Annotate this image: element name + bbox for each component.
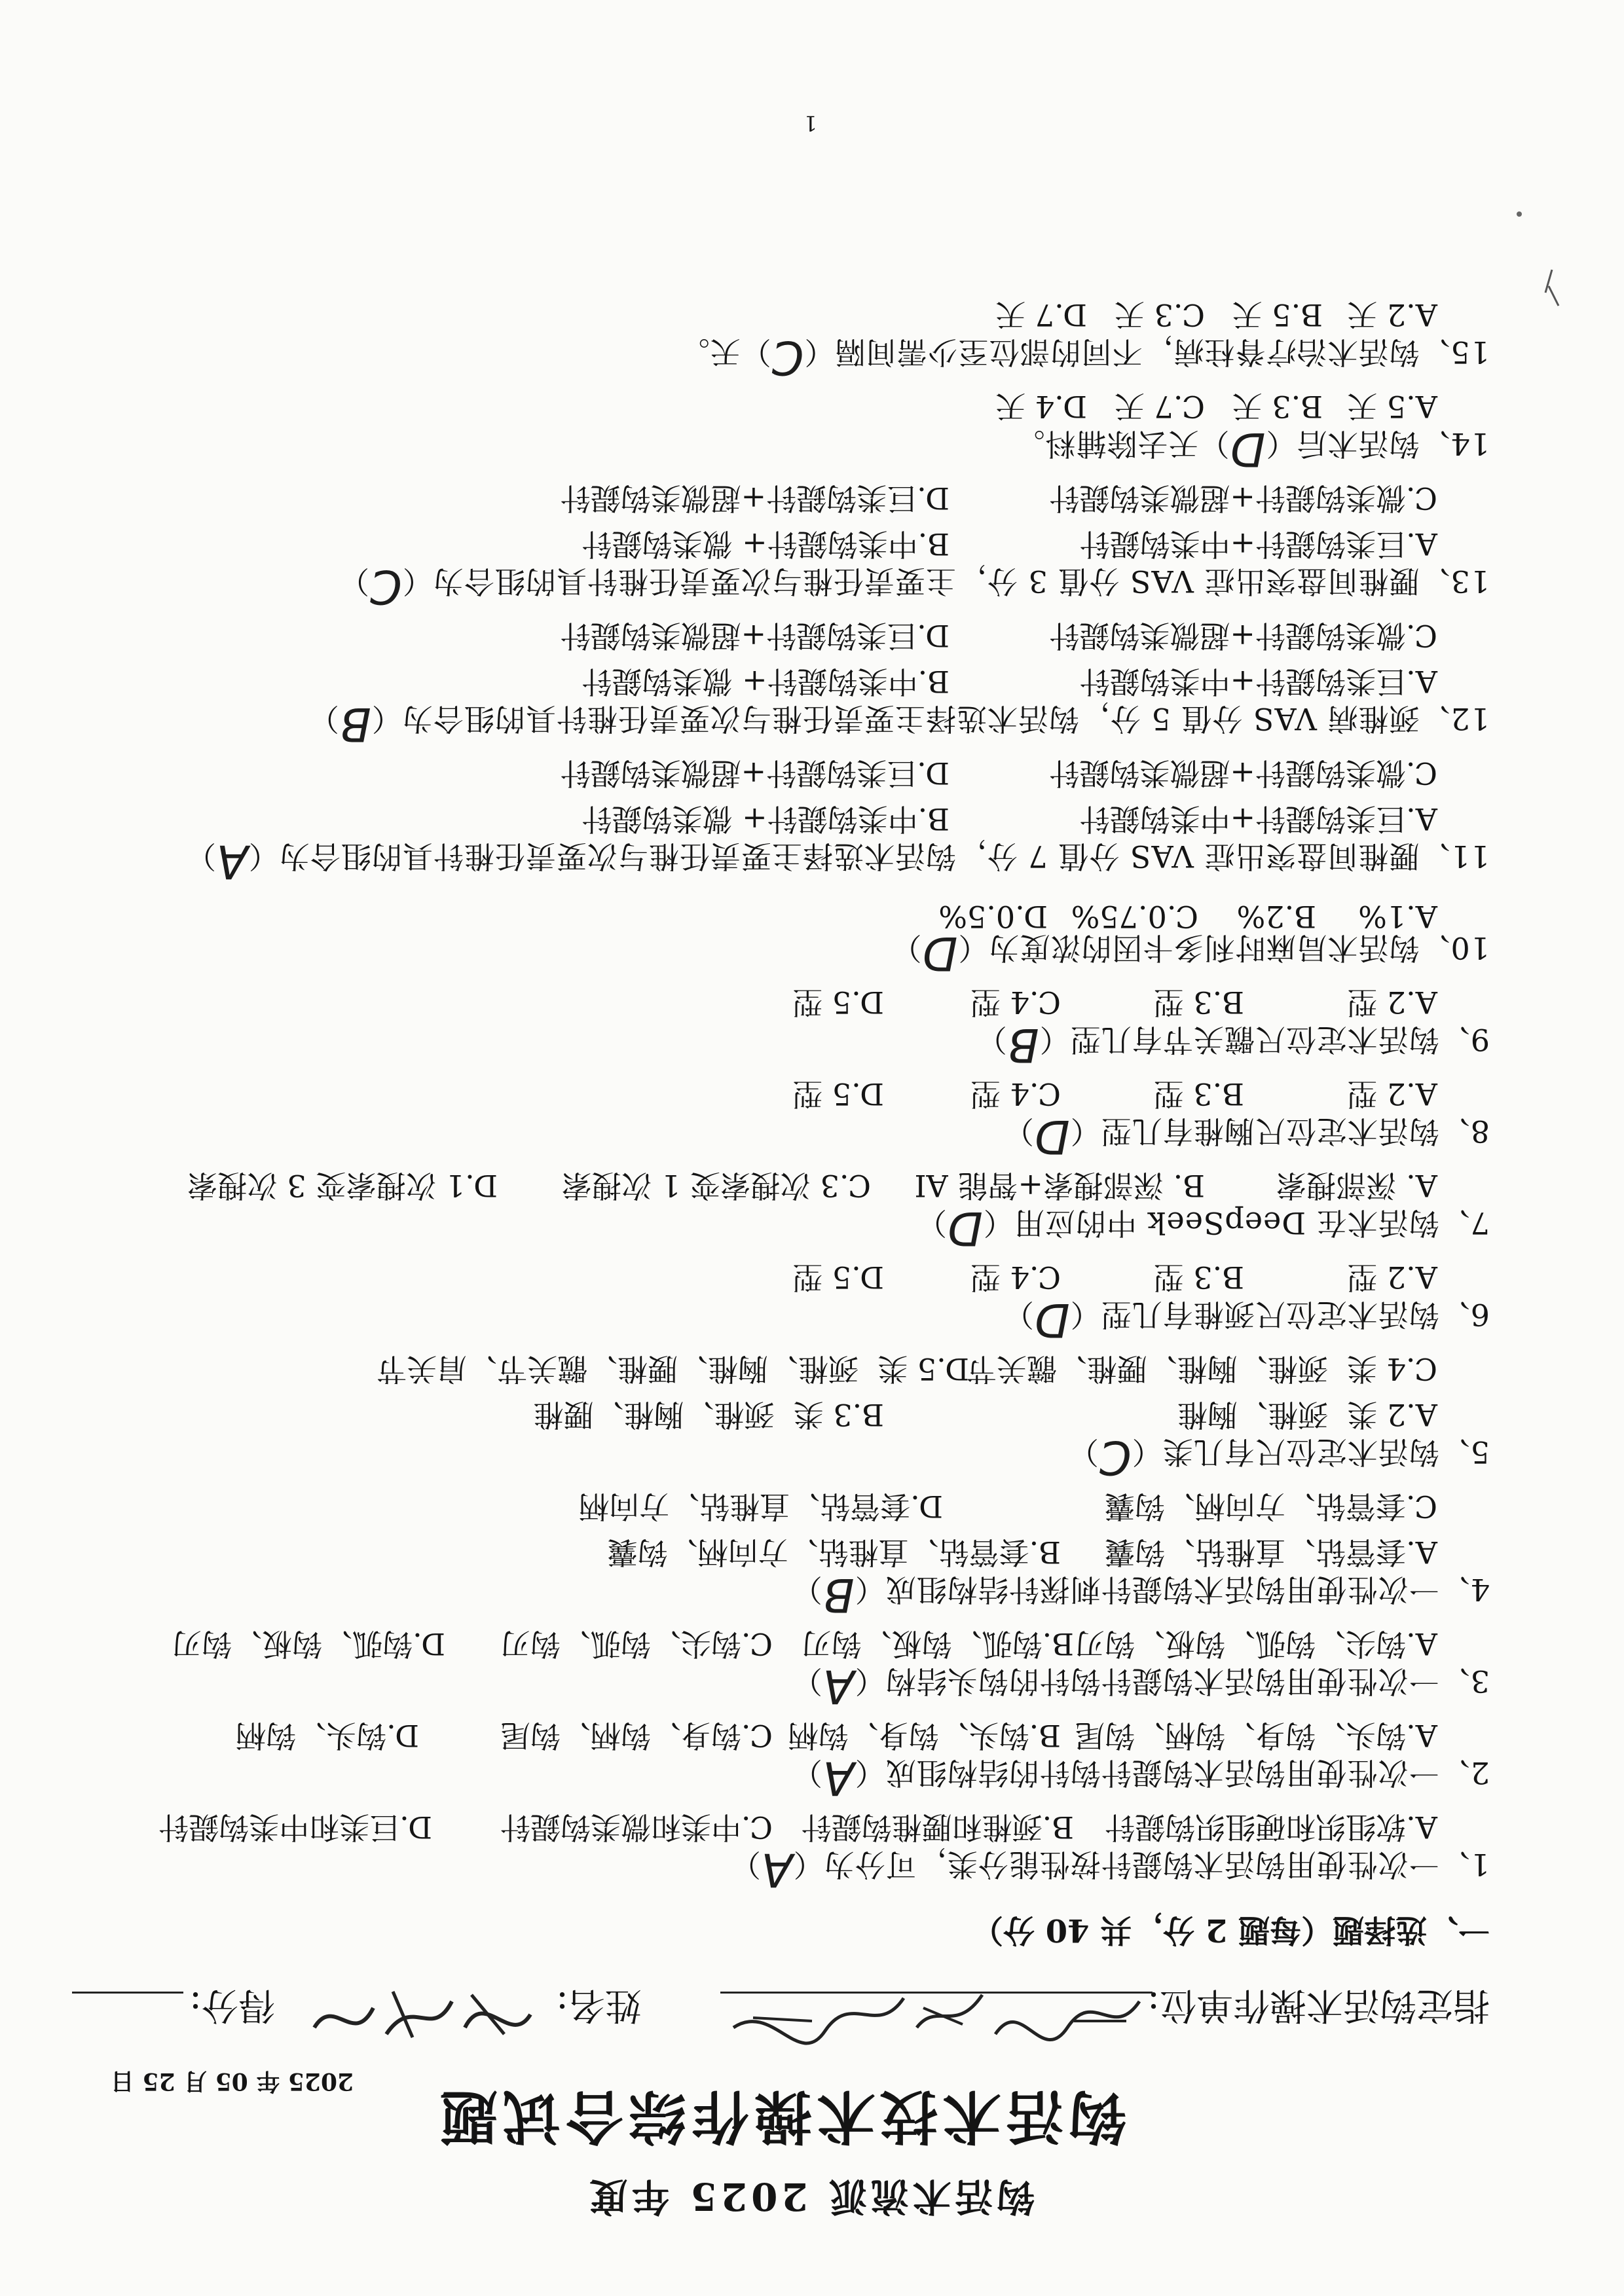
- question-close: ）: [308, 701, 339, 737]
- question-3: [792, 1660, 1490, 1713]
- answer-mark: A: [822, 1660, 855, 1713]
- option-c: C.微类钩鍉针+超微类钩鍉针: [1049, 756, 1437, 791]
- scan-speck: [1493, 188, 1598, 332]
- option-d: D.7 天: [995, 297, 1087, 333]
- option-c: C.钩身、钩柄、钩尾: [500, 1718, 773, 1753]
- exam-date: 2025 年 05 月 25 日: [110, 2068, 354, 2095]
- question-close: ）: [891, 930, 922, 966]
- option-b: B.颈椎和腰椎钩鍉针: [801, 1810, 1074, 1845]
- question-close: ）天。: [678, 335, 771, 370]
- question-stem: 6、钩活术定位尺颈椎有几型（: [1069, 1297, 1490, 1332]
- option-b: B.钩头、钩身、钩柄: [788, 1718, 1061, 1753]
- question-close: ）: [338, 564, 369, 599]
- option-c: C.钩尖、钩弧、钩刃: [500, 1626, 773, 1662]
- answer-mark: A: [215, 835, 248, 888]
- option-b: B.2%: [1236, 899, 1316, 934]
- question-close: ）: [1003, 1297, 1034, 1332]
- option-c: C.4 型: [970, 985, 1061, 1020]
- question-close: ）: [976, 1022, 1007, 1057]
- question-close: ）: [185, 839, 216, 874]
- option-a: A.巨类钩鍉针+中类钩鍉针: [1079, 664, 1437, 699]
- question-13: [339, 560, 1490, 613]
- option-a: A.2 类 颈椎、胸椎: [1177, 1397, 1437, 1432]
- question-10: [891, 926, 1490, 980]
- unit-handwriting: [720, 1982, 1153, 2047]
- question-15: [679, 331, 1490, 384]
- name-handwriting: [308, 1982, 544, 2054]
- question-stem: 7、钩活术在 DeepSeek 中的应用（: [982, 1205, 1490, 1241]
- exam-header: 钩活术流派 2025 年度: [585, 2174, 1035, 2219]
- option-a: A. 深部搜索: [1276, 1168, 1437, 1203]
- answer-mark: B: [1006, 1018, 1039, 1072]
- option-a: A.套管钻、直椎钻、钩囊: [1105, 1535, 1437, 1570]
- unit-label: 指定钩活术操作单位:: [1147, 1984, 1490, 2026]
- question-stem: 2、一次性使用钩活术钩鍉针钩针的结构组成（: [854, 1755, 1490, 1791]
- option-c: C.4 型: [970, 1076, 1061, 1112]
- option-b: B.5 天: [1232, 297, 1323, 333]
- score-label: 得分:: [189, 1984, 275, 2026]
- question-stem: 4、一次性使用钩活术钩鍉针刺探针结构组成（: [854, 1572, 1490, 1607]
- question-stem: 10、钩活术局麻时利多卡因的浓度为（: [957, 930, 1490, 966]
- question-stem: 9、钩活术定位尺髋关节有几型（: [1039, 1022, 1490, 1057]
- option-c: C.0.75%: [1071, 899, 1198, 934]
- question-close: ）: [1003, 1114, 1034, 1149]
- answer-mark: D: [1033, 1110, 1070, 1163]
- question-14: [1014, 422, 1490, 476]
- option-c: C.3 天: [1114, 297, 1205, 333]
- score-underline: [72, 1992, 183, 1994]
- answer-mark: B: [822, 1568, 855, 1622]
- option-b: B.3 型: [1153, 1260, 1244, 1295]
- option-d: D.5 型: [792, 1260, 884, 1295]
- option-a: A.5 天: [1347, 389, 1437, 424]
- answer-mark: D: [921, 926, 958, 980]
- option-d: D.巨类钩鍉针+超微类钩鍉针: [560, 756, 950, 791]
- question-12: [308, 697, 1490, 751]
- question-stem: 11、腰椎间盘突出症 VAS 分值 7 分，钩活术选择主要责任椎与次要责任椎针具的组合为（: [248, 839, 1490, 874]
- question-close: ）: [1067, 1434, 1099, 1470]
- question-stem: 15、钩活术治疗脊柱病，不同的部位至少需间隔（: [803, 335, 1490, 370]
- option-a: A.1%: [1358, 899, 1437, 934]
- option-a: A.2 型: [1347, 985, 1437, 1020]
- question-close: ）天去除辅料。: [1014, 426, 1230, 462]
- name-label: 姓名:: [556, 1984, 642, 2026]
- option-a: A.2 型: [1347, 1260, 1437, 1295]
- option-b: B.中类钩鍉针+ 微类钩鍉针: [581, 664, 950, 699]
- option-c: C.中类和微类钩鍉针: [500, 1810, 773, 1845]
- option-b: B.3 型: [1153, 1076, 1244, 1112]
- option-d: D.5 类 颈椎、胸椎、腰椎、髋关节、肩关节: [377, 1351, 969, 1387]
- question-close: ）: [915, 1205, 947, 1241]
- section-heading: 一、选择题（每题 2 分，共 40 分）: [971, 1912, 1490, 1948]
- option-d: D.钩头、钩柄: [236, 1718, 419, 1753]
- option-a: A.软组织和硬组织钩鍉针: [1105, 1810, 1437, 1845]
- option-b: B.3 类 颈椎、胸椎、腰椎: [533, 1397, 884, 1432]
- option-b: B.中类钩鍉针+ 微类钩鍉针: [581, 801, 950, 837]
- option-b: B.套管钻、直椎钻、方向柄、钩囊: [607, 1535, 1061, 1570]
- answer-mark: A: [760, 1843, 793, 1897]
- option-a: A.钩尖、钩弧、钩板、钩刃: [1075, 1626, 1437, 1662]
- question-stem: 3、一次性使用钩活术钩鍉针钩针的钩头结构（: [854, 1664, 1490, 1699]
- question-close: ）: [791, 1755, 822, 1791]
- question-close: ）: [791, 1572, 822, 1607]
- option-d: D.0.5%: [938, 899, 1048, 934]
- option-b: B.中类钩鍉针+ 微类钩鍉针: [581, 526, 950, 562]
- question-stem: 5、钩活术定位尺有几类（: [1131, 1434, 1490, 1470]
- answer-mark: C: [1098, 1430, 1132, 1484]
- question-stem: 12、颈椎病 VAS 分值 5 分，钩活术选择主要责任椎与次要责任椎针具的组合为（: [371, 701, 1490, 737]
- option-b: B.3 型: [1153, 985, 1244, 1020]
- question-11: [185, 835, 1490, 888]
- option-c: C.4 类 颈椎、胸椎、腰椎、髋关节: [966, 1351, 1437, 1387]
- option-a: A.2 型: [1347, 1076, 1437, 1112]
- question-2: [792, 1751, 1490, 1805]
- answer-mark: D: [1033, 1293, 1070, 1347]
- option-a: A.巨类钩鍉针+中类钩鍉针: [1079, 526, 1437, 562]
- question-4: [792, 1568, 1490, 1622]
- question-5: [1068, 1430, 1490, 1484]
- answer-mark: D: [1229, 422, 1266, 476]
- question-close: ）: [729, 1847, 761, 1882]
- question-1: [730, 1843, 1490, 1897]
- question-close: ）: [791, 1664, 822, 1699]
- answer-mark: B: [339, 697, 371, 751]
- option-b: B.3 天: [1232, 389, 1323, 424]
- question-stem: 14、钩活术后（: [1265, 426, 1490, 462]
- answer-mark: C: [771, 331, 804, 384]
- question-stem: 13、腰椎间盘突出症 VAS 分值 3 分，主要责任椎与次要责任椎针具的组合为（: [401, 564, 1490, 599]
- option-b: B.钩弧、钩板、钩刃: [801, 1626, 1074, 1662]
- option-a: A.2 天: [1347, 297, 1437, 333]
- option-c: C.7 天: [1114, 389, 1205, 424]
- question-stem: 1、一次性使用钩活术钩鍉针按性能分类，可分为（: [792, 1847, 1490, 1882]
- option-d: D.巨类钩鍉针+超微类钩鍉针: [560, 481, 950, 516]
- answer-mark: D: [946, 1201, 983, 1255]
- option-c: C.4 型: [970, 1260, 1061, 1295]
- question-8: [1003, 1110, 1490, 1163]
- option-c: C.微类钩鍉针+超微类钩鍉针: [1049, 618, 1437, 653]
- option-a: A.钩头、钩身、钩柄、钩尾: [1075, 1718, 1437, 1753]
- option-d: D.套管钻、直椎钻、方向柄: [579, 1489, 943, 1524]
- option-d: D.钩弧、钩板、钩刃: [172, 1626, 445, 1662]
- answer-mark: A: [822, 1751, 855, 1805]
- option-d: D.5 型: [792, 1076, 884, 1112]
- exam-title: 钩活术技术操作综合试题: [434, 2083, 1126, 2151]
- option-c: C.3 次搜索变 1 次搜索: [561, 1168, 871, 1203]
- answer-mark: C: [369, 560, 402, 613]
- option-d: D.1 次搜索变 3 次搜索: [187, 1168, 498, 1203]
- option-c: C.微类钩鍉针+超微类钩鍉针: [1049, 481, 1437, 516]
- question-stem: 8、钩活术定位尺胸椎有几型（: [1069, 1114, 1490, 1149]
- option-d: D.巨类钩鍉针+超微类钩鍉针: [560, 618, 950, 653]
- option-d: D.4 天: [995, 389, 1087, 424]
- option-d: D.巨类和中类钩鍉针: [158, 1810, 432, 1845]
- page-number: 1: [803, 111, 817, 136]
- option-c: C.套管钻、方向柄、钩囊: [1104, 1489, 1437, 1524]
- question-7: [916, 1201, 1490, 1255]
- option-b: B. 深部搜索+智能 AI: [914, 1168, 1205, 1203]
- question-9: [976, 1018, 1490, 1072]
- question-6: [1003, 1293, 1490, 1347]
- option-a: A.巨类钩鍉针+中类钩鍉针: [1079, 801, 1437, 837]
- option-d: D.5 型: [792, 985, 884, 1020]
